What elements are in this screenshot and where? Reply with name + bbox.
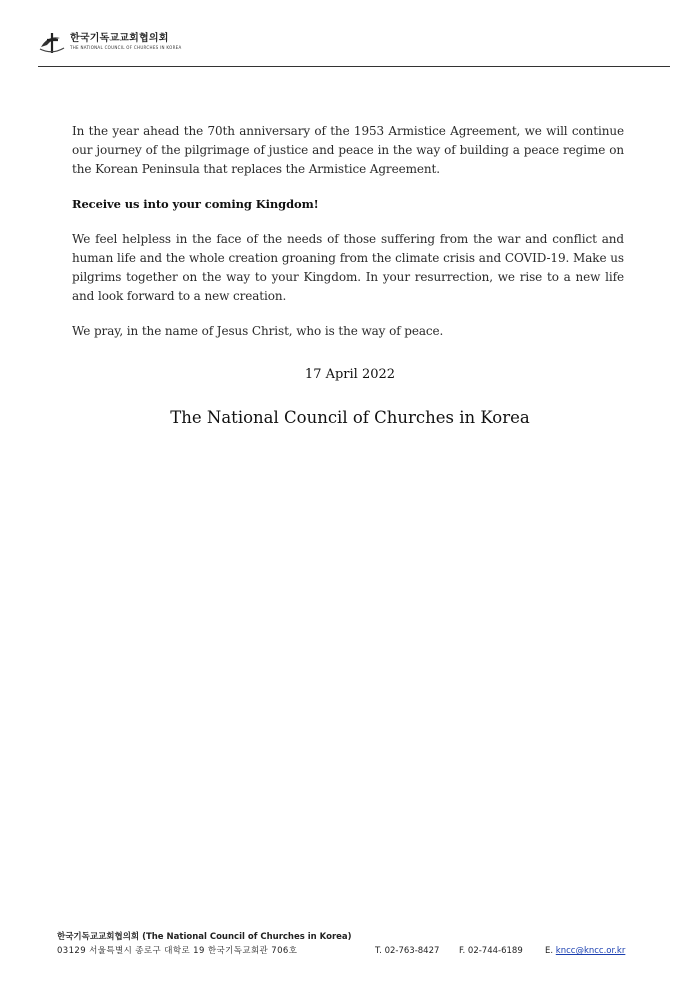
letter-date: 17 April 2022 bbox=[304, 367, 396, 382]
section-heading: Receive us into your coming Kingdom! bbox=[72, 197, 319, 212]
footer-fax: F. 02-744-6189 bbox=[459, 946, 523, 956]
footer-email bbox=[545, 944, 625, 958]
footer-org-name: 한국기독교교회협의회 (The National Council of Churches in Korea) bbox=[57, 932, 352, 942]
header-divider bbox=[38, 66, 670, 67]
cross-dove-logo-icon bbox=[38, 29, 66, 55]
letterhead bbox=[38, 28, 182, 56]
org-name-block bbox=[70, 33, 182, 51]
paragraph-prayer: We pray, in the name of Jesus Christ, who is the way of peace. bbox=[72, 324, 444, 339]
footer-email-label: E. bbox=[545, 946, 554, 956]
paragraph-helpless: We feel helpless in the face of the needs of those suffering from the war and conflict and human life and the whole creation groaning from the climate crisis and COVID-19. Make us pilgrims together on the way to your Kingdom. In your resurrection, we rise to a new life and look forward to a new creation. bbox=[72, 232, 624, 303]
footer-phone: T. 02-763-8427 bbox=[375, 946, 440, 956]
letter-body bbox=[72, 122, 624, 358]
org-name-english: THE NATIONAL COUNCIL OF CHURCHES IN KOREA bbox=[70, 45, 182, 50]
footer-address: 03129 서울특별시 종로구 대학로 19 한국기독교회관 706호 bbox=[57, 946, 298, 956]
footer-email-link[interactable]: kncc@kncc.or.kr bbox=[555, 946, 626, 956]
footer-contact bbox=[57, 944, 657, 958]
paragraph-armistice: In the year ahead the 70th anniversary of the 1953 Armistice Agreement, we will continue our journey of the pilgrimage of justice and peace in the way of building a peace regime on the Korean Peninsula that replaces the Armistice Agreement. bbox=[72, 124, 624, 176]
org-name-korean: 한국기독교교회협의회 bbox=[70, 33, 169, 44]
footer bbox=[57, 930, 657, 958]
signature: The National Council of Churches in Korea bbox=[170, 408, 530, 427]
